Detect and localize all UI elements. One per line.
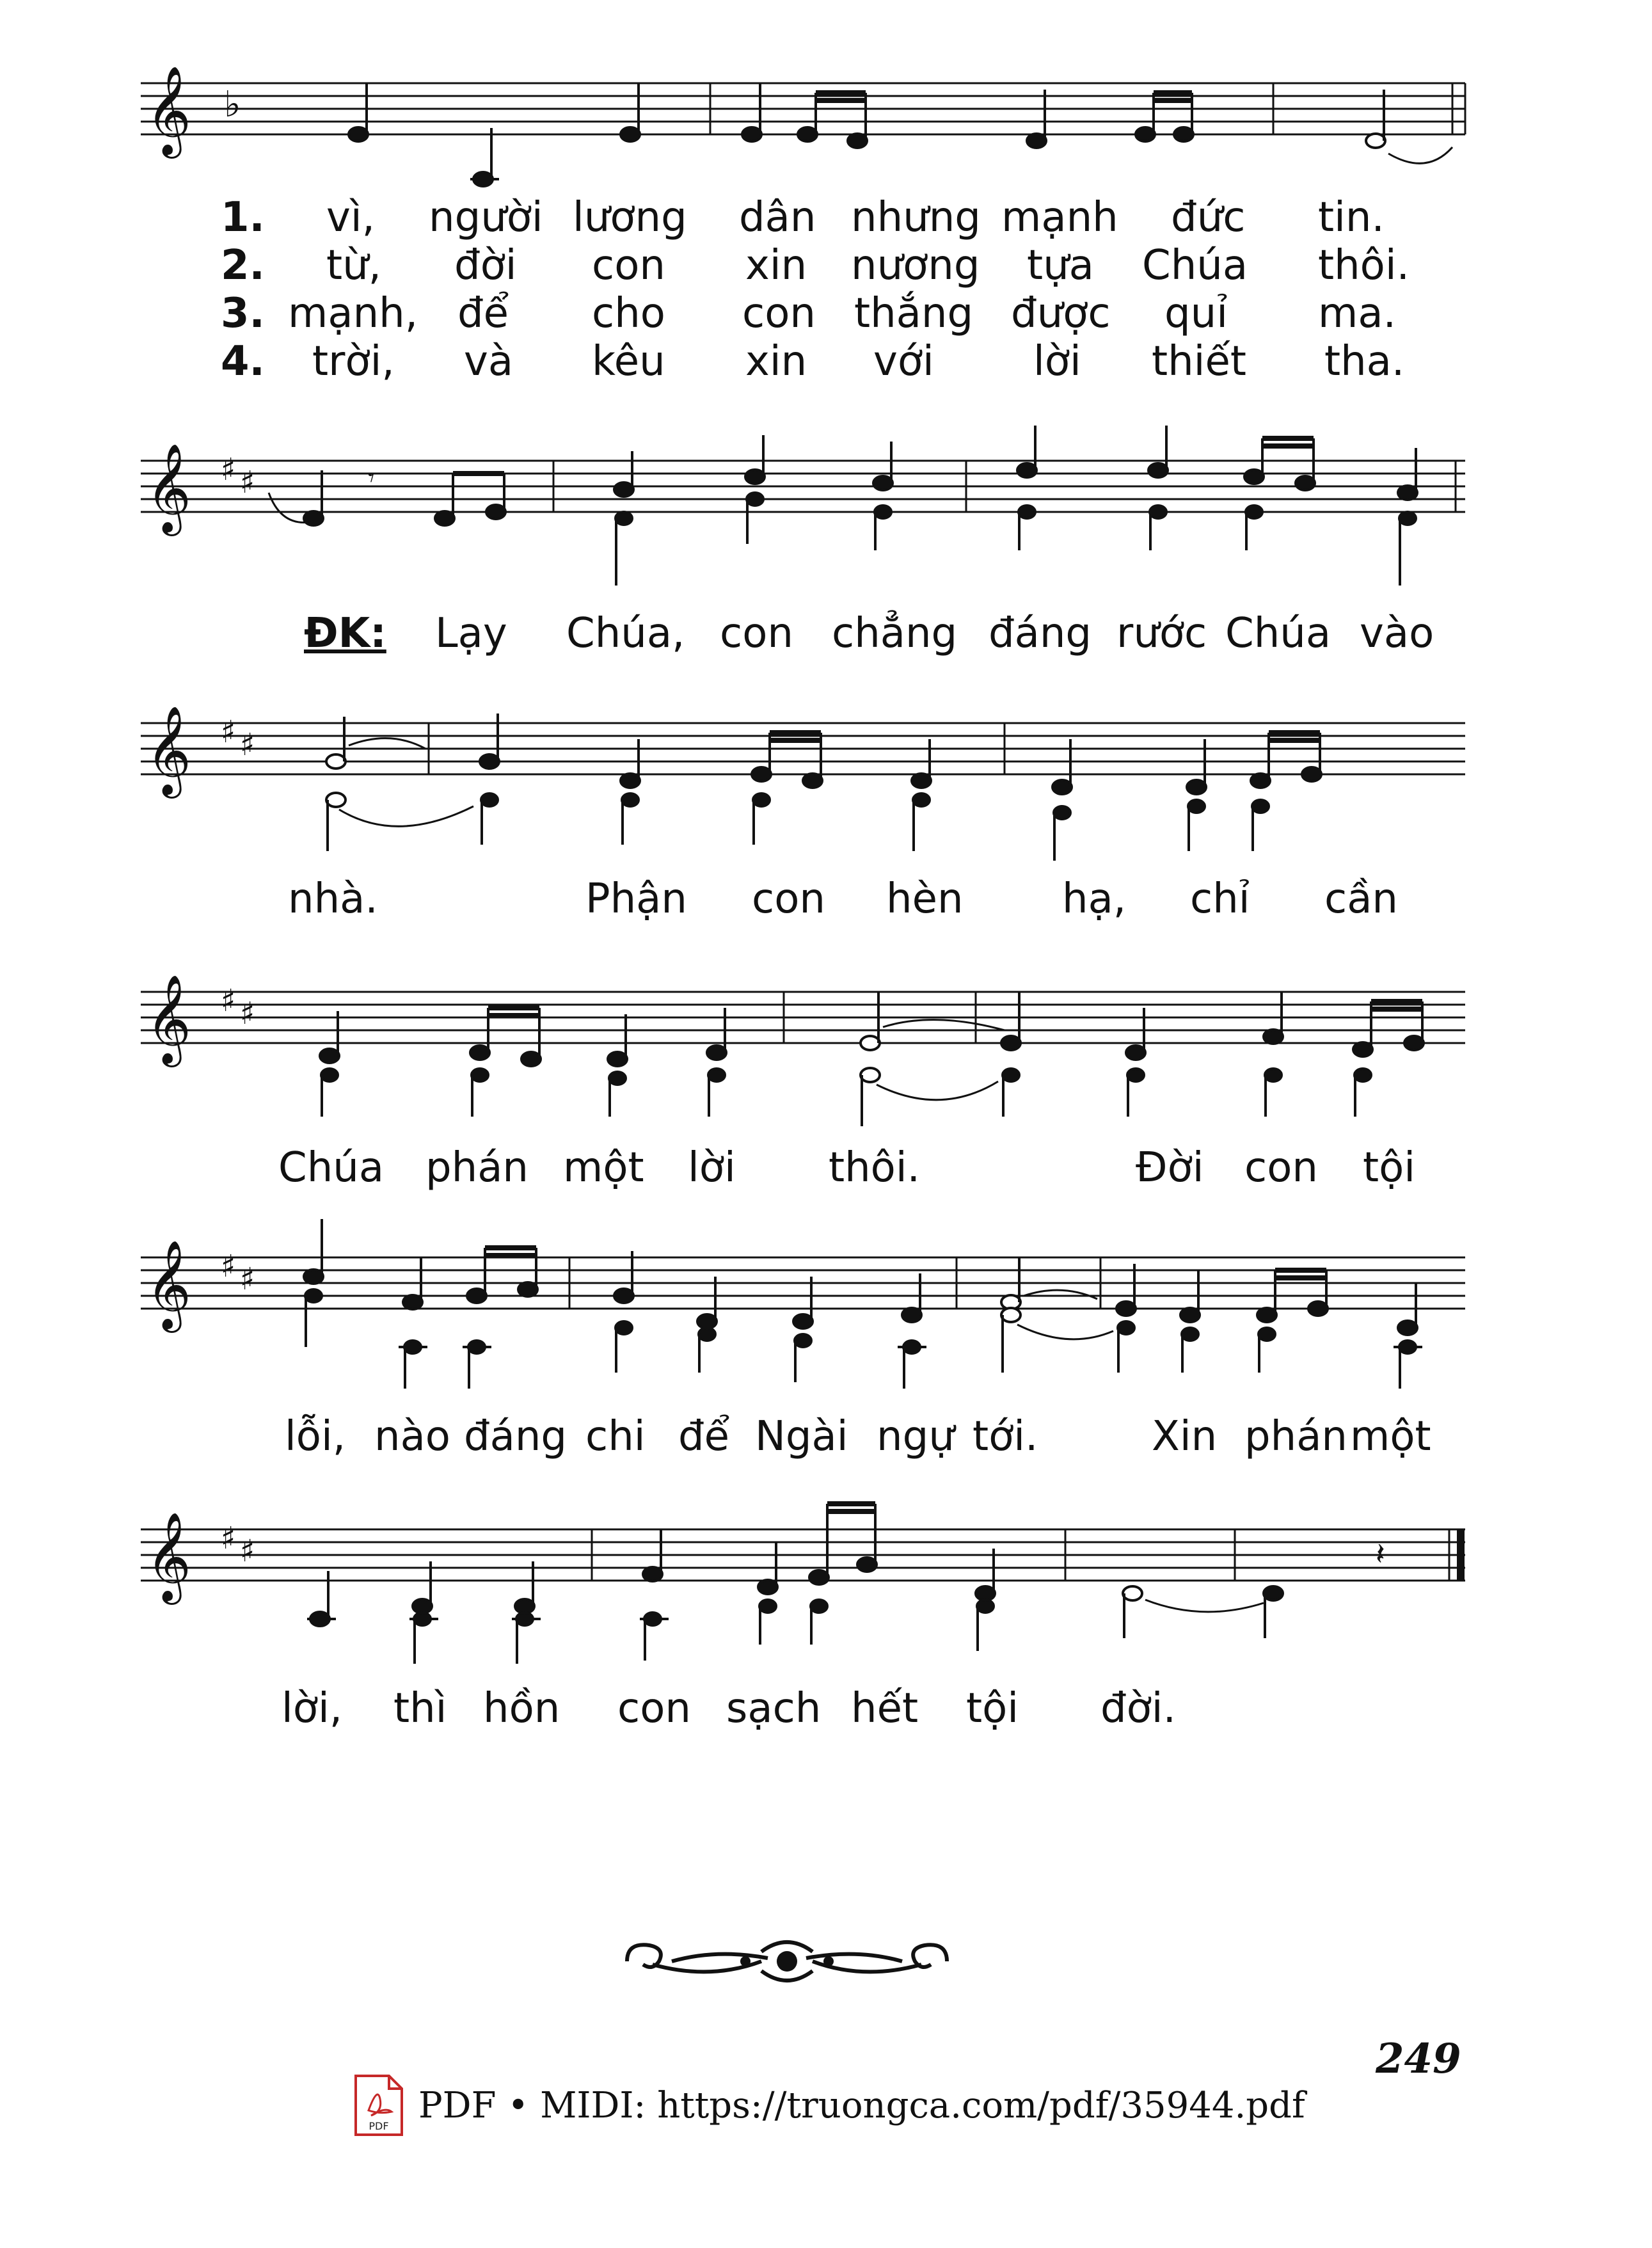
sharp-sign-icon: ♯ (221, 1520, 236, 1556)
lyric-syllable: con (720, 610, 793, 657)
lyric-syllable: thiết (1152, 338, 1246, 385)
lyric-syllable: đức (1171, 194, 1246, 241)
quarter-rest-icon: 𝄽 (1376, 1536, 1385, 1572)
lyric-syllable: phán (425, 1144, 528, 1192)
lyric-line-refrain (0, 1411, 1652, 1462)
lyric-line-refrain (0, 608, 1652, 659)
treble-clef-icon: 𝄞 (146, 1240, 191, 1329)
footer-link[interactable] (352, 2070, 1305, 2140)
music-staff (0, 1213, 1652, 1417)
lyric-syllable: một (563, 1144, 644, 1192)
lyric-syllable: đời (454, 242, 517, 289)
lyric-syllable: ngự (877, 1413, 955, 1460)
staff-system-6 (0, 1485, 1652, 1753)
lyric-syllable: tin. (1318, 194, 1385, 241)
lyric-syllable: Đời (1136, 1144, 1204, 1192)
lyric-syllable: thắng (854, 290, 974, 337)
sharp-sign-icon: ♯ (221, 983, 236, 1019)
lyric-syllable: tội (966, 1685, 1019, 1732)
lyric-line-refrain (0, 873, 1652, 925)
lyric-syllable: con (752, 875, 825, 923)
footer-text[interactable]: PDF • MIDI: https://truongca.com/pdf/35944.pdf (418, 2084, 1305, 2126)
lyric-syllable: Chúa (278, 1144, 385, 1192)
lyric-syllable: để (678, 1413, 729, 1460)
lyric-syllable: nhà. (288, 875, 378, 923)
treble-clef-icon: 𝄞 (146, 1512, 191, 1601)
lyric-syllable: sạch (726, 1685, 822, 1732)
treble-clef-icon: 𝄞 (146, 706, 191, 795)
lyric-syllable: tựa (1027, 242, 1094, 289)
lyric-syllable: chẳng (832, 610, 958, 657)
lyric-syllable: quỉ (1164, 290, 1228, 337)
lyric-syllable: Lạy (435, 610, 507, 657)
lyric-syllable: con (742, 290, 816, 337)
lyric-syllable: lương (573, 194, 687, 241)
page-number: 249 (1376, 2035, 1461, 2083)
lyric-syllable: đời. (1100, 1685, 1176, 1732)
lyric-syllable: thôi. (1318, 242, 1410, 289)
sharp-sign-icon: ♯ (221, 452, 236, 488)
lyric-syllable: hạ, (1062, 875, 1127, 923)
verse-number: 4. (221, 338, 265, 385)
lyric-syllable: Ngài (755, 1413, 848, 1460)
treble-clef-icon: 𝄞 (146, 975, 191, 1064)
lyric-syllable: từ, (326, 242, 381, 289)
lyric-syllable: một (1350, 1413, 1431, 1460)
lyric-syllable: Phận (585, 875, 687, 923)
lyric-syllable: hết (851, 1685, 919, 1732)
sharp-sign-icon: ♯ (240, 996, 255, 1032)
lyric-syllable: lời (1033, 338, 1081, 385)
lyric-syllable: cần (1324, 875, 1398, 923)
staff-system-5 (0, 1213, 1652, 1475)
lyric-line-verse-4 (0, 336, 1652, 387)
lyric-syllable: ma. (1318, 290, 1396, 337)
lyric-syllable: nương (851, 242, 980, 289)
lyric-syllable: tha. (1324, 338, 1405, 385)
pdf-icon-label: PDF (369, 2120, 389, 2132)
lyric-syllable: nhưng (851, 194, 981, 241)
lyric-syllable: được (1011, 290, 1111, 337)
lyric-syllable: mạnh (1001, 194, 1118, 241)
lyric-syllable: lời, (282, 1685, 343, 1732)
treble-clef-icon: 𝄞 (146, 443, 191, 532)
sharp-sign-icon: ♯ (240, 727, 255, 763)
lyric-syllable: xin (745, 338, 807, 385)
lyric-syllable: người (429, 194, 543, 241)
staff-system-1 (0, 58, 1652, 390)
sharp-sign-icon: ♯ (240, 1533, 255, 1569)
sharp-sign-icon: ♯ (221, 714, 236, 750)
lyric-syllable: chi (585, 1413, 646, 1460)
refrain-label: ĐK: (304, 610, 386, 657)
lyric-line-verse-1 (0, 192, 1652, 243)
lyric-syllable: thì (393, 1685, 447, 1732)
lyric-syllable: vào (1360, 610, 1434, 657)
lyric-syllable: Xin (1152, 1413, 1218, 1460)
lyric-syllable: con (592, 242, 665, 289)
lyric-line-refrain (0, 1142, 1652, 1193)
lyric-syllable: vì, (326, 194, 375, 241)
lyric-syllable: và (464, 338, 514, 385)
staff-system-2 (0, 416, 1652, 666)
lyric-syllable: đáng (464, 1413, 568, 1460)
lyric-syllable: lỗi, (285, 1413, 346, 1460)
staff-system-4 (0, 947, 1652, 1203)
lyric-syllable: phán (1244, 1413, 1347, 1460)
music-staff (0, 416, 1652, 608)
treble-clef-icon: 𝄞 (146, 66, 191, 155)
lyric-syllable: xin (745, 242, 807, 289)
flat-sign-icon: ♭ (224, 84, 241, 125)
scroll-ornament-icon (614, 1926, 960, 1997)
pdf-file-icon (352, 2073, 406, 2137)
lyric-syllable: con (617, 1685, 691, 1732)
lyric-syllable: lời (688, 1144, 736, 1192)
lyric-syllable: dân (739, 194, 816, 241)
lyric-syllable: để (457, 290, 509, 337)
lyric-line-verse-3 (0, 288, 1652, 339)
lyric-syllable: Chúa (1225, 610, 1331, 657)
sharp-sign-icon: ♯ (240, 1261, 255, 1297)
lyric-syllable: hèn (886, 875, 964, 923)
music-staff (0, 1485, 1652, 1689)
lyric-syllable: nào (374, 1413, 450, 1460)
lyric-syllable: đáng (989, 610, 1092, 657)
lyric-syllable: hồn (483, 1685, 560, 1732)
music-staff (0, 947, 1652, 1145)
music-staff (0, 678, 1652, 877)
verse-number: 3. (221, 290, 265, 337)
sharp-sign-icon: ♯ (240, 465, 255, 500)
eighth-rest-icon: 𝄾 (368, 463, 375, 493)
lyric-syllable: chỉ (1190, 875, 1250, 923)
lyric-syllable: trời, (312, 338, 395, 385)
lyric-syllable: tới. (973, 1413, 1038, 1460)
lyric-syllable: Chúa, (566, 610, 685, 657)
lyric-syllable: thôi. (829, 1144, 920, 1192)
staff-system-3 (0, 678, 1652, 934)
lyric-syllable: con (1244, 1144, 1318, 1192)
verse-number: 1. (221, 194, 265, 241)
lyric-syllable: tội (1363, 1144, 1416, 1192)
lyric-syllable: rước (1116, 610, 1207, 657)
lyric-syllable: với (873, 338, 934, 385)
verse-number: 2. (221, 242, 265, 289)
lyric-line-refrain (0, 1683, 1652, 1734)
lyric-syllable: mạnh, (288, 290, 418, 337)
lyric-line-verse-2 (0, 240, 1652, 291)
sharp-sign-icon: ♯ (221, 1248, 236, 1284)
lyric-syllable: cho (592, 290, 665, 337)
lyric-syllable: Chúa (1142, 242, 1248, 289)
lyric-syllable: kêu (592, 338, 665, 385)
